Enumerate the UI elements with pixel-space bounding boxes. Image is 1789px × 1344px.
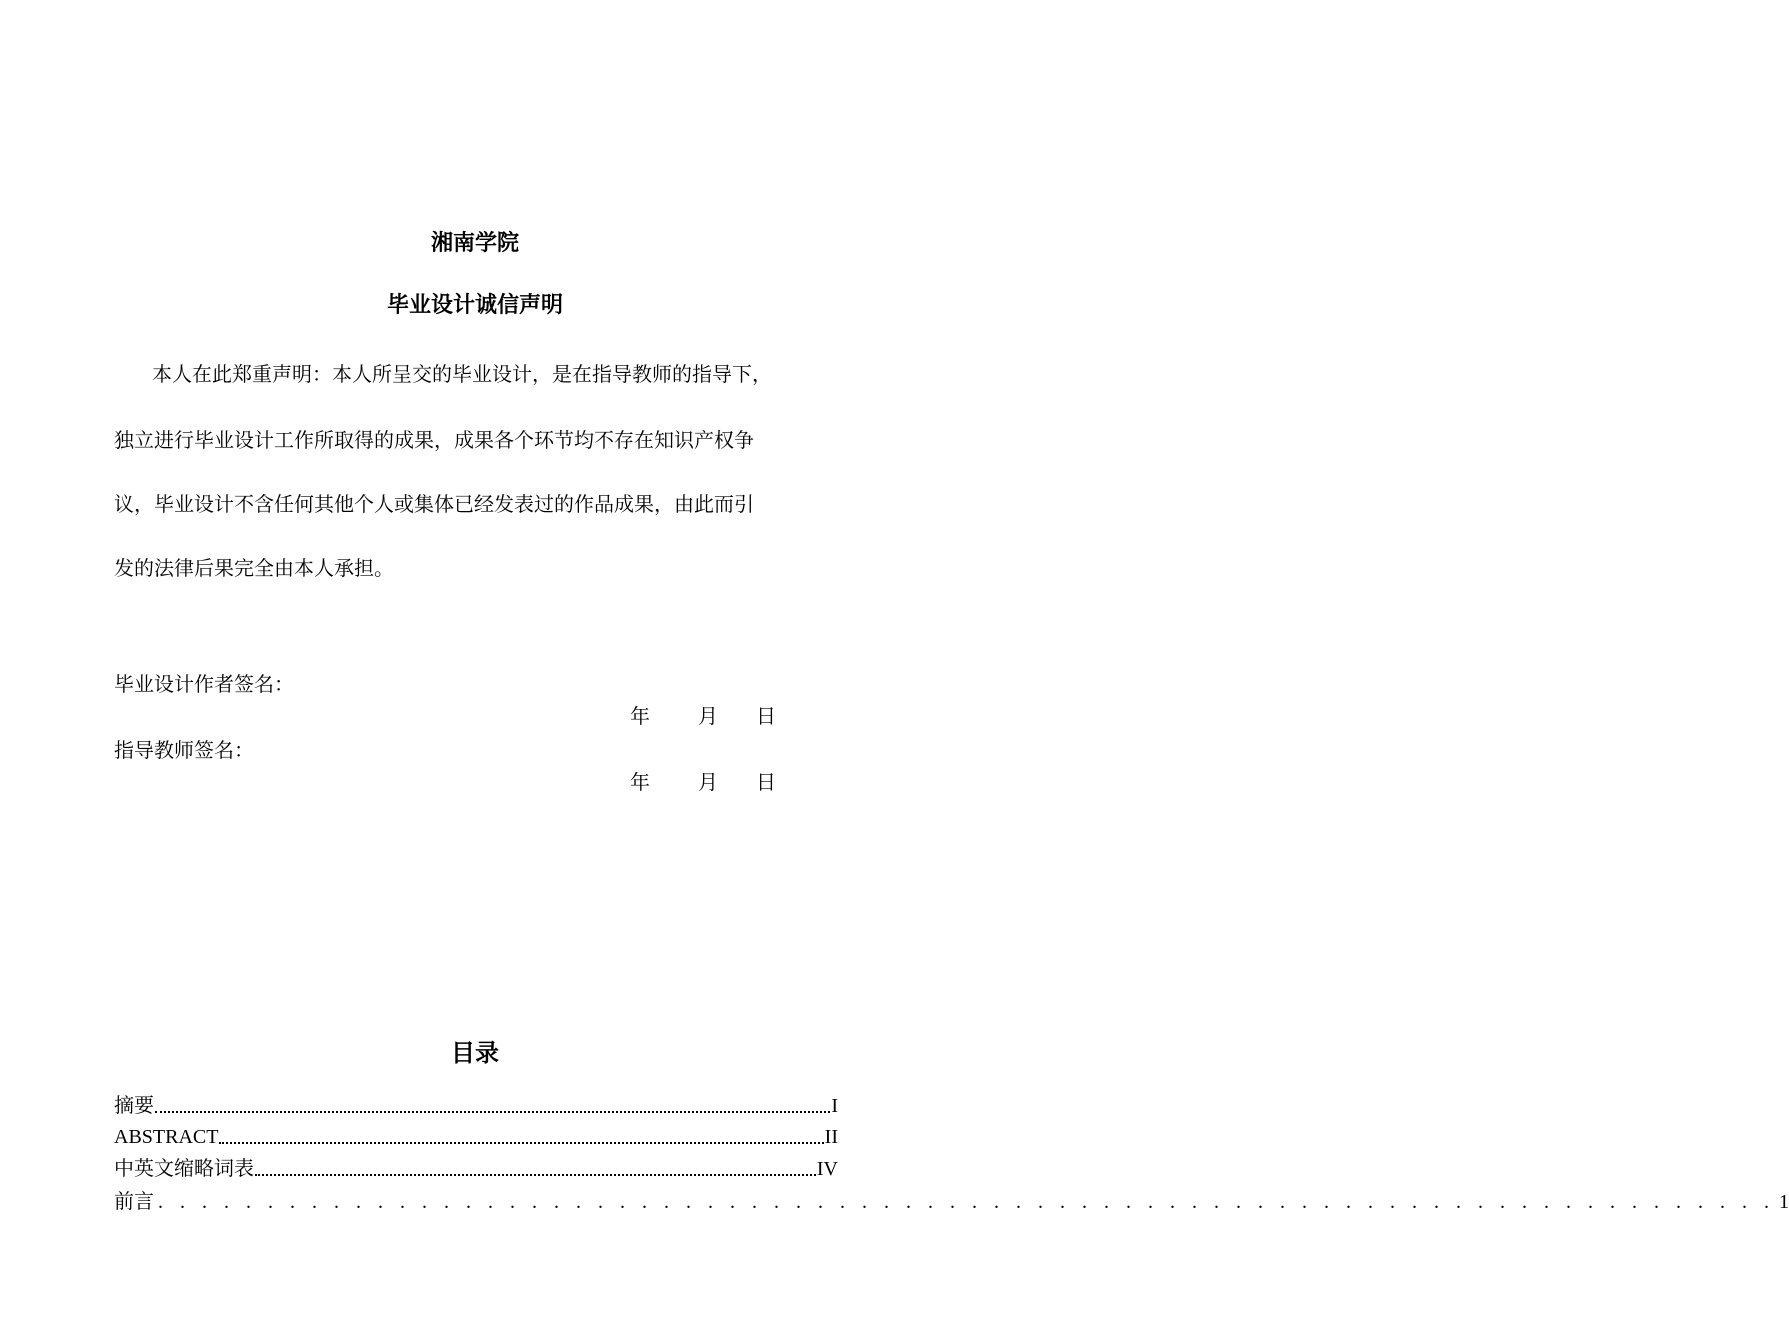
- toc-entry-page: II: [824, 1126, 838, 1148]
- toc-entry[interactable]: [114, 1092, 838, 1118]
- dot-leader: . . . . . . . . . . . . . . . . . . . . . . . . . . . . . . . . . . . . . . . . . . . . . . . . . . . . . . . . . . . . . . . . . . . . . . . . . .: [158, 1191, 1775, 1213]
- dot-leader: [219, 1142, 823, 1144]
- advisor-signature-label: 指导教师签名：: [114, 738, 254, 762]
- author-signature-label: 毕业设计作者签名：: [114, 672, 294, 696]
- declaration-title: 毕业设计诚信声明: [386, 293, 563, 318]
- dot-leader: [255, 1174, 816, 1176]
- declaration-line: 本人在此郑重声明：本人所呈交的毕业设计，是在指导教师的指导下，: [152, 362, 772, 386]
- toc-entry-label: 前言: [114, 1191, 154, 1213]
- declaration-line: 发的法律后果完全由本人承担。: [114, 556, 394, 580]
- toc-entry-page: IV: [816, 1158, 838, 1180]
- toc-entry[interactable]: [114, 1188, 1789, 1214]
- date-month: 月: [698, 770, 718, 794]
- date-year: 年: [630, 704, 650, 728]
- toc-entry[interactable]: [114, 1155, 838, 1181]
- school-name: 湘南学院: [430, 231, 519, 256]
- dot-leader: [155, 1111, 830, 1113]
- date-day: 日: [756, 770, 776, 794]
- toc-entry-page: I: [831, 1095, 838, 1117]
- toc-entry-label: 摘要: [114, 1095, 154, 1117]
- toc-entry[interactable]: [114, 1123, 838, 1149]
- date-day: 日: [756, 704, 776, 728]
- date-year: 年: [630, 770, 650, 794]
- toc-title: 目录: [451, 1039, 499, 1067]
- declaration-line: 议，毕业设计不含任何其他个人或集体已经发表过的作品成果，由此而引: [114, 492, 754, 516]
- toc-entry-label: ABSTRACT: [114, 1126, 219, 1148]
- toc-entry-label: 中英文缩略词表: [114, 1158, 254, 1180]
- toc-entry-page: 1: [1779, 1191, 1789, 1213]
- date-month: 月: [698, 704, 718, 728]
- declaration-line: 独立进行毕业设计工作所取得的成果，成果各个环节均不存在知识产权争: [114, 428, 754, 452]
